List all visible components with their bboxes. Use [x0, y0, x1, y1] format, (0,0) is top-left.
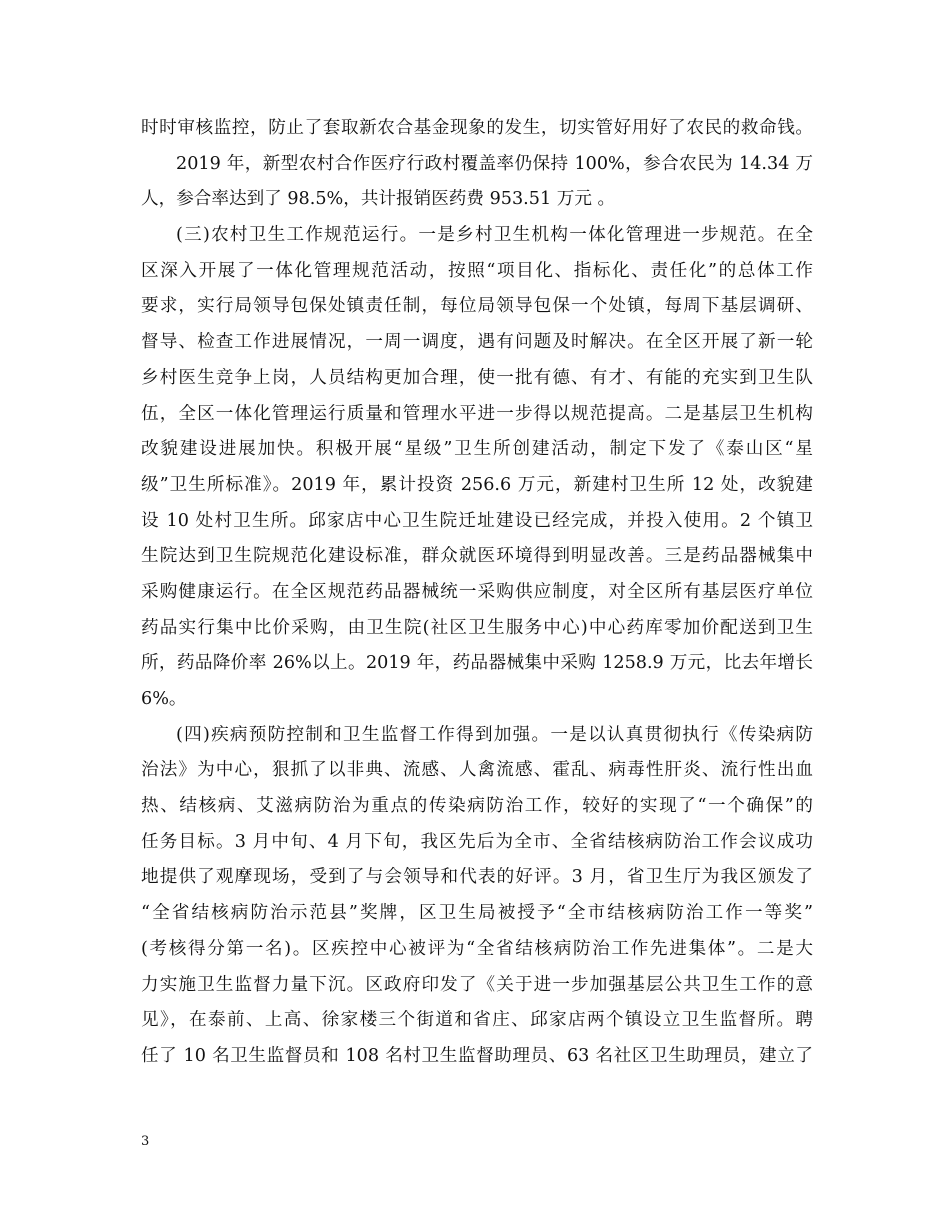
- text-line: 时时审核监控，防止了套取新农合基金现象的发生，切实管好用好了农民的救命钱。: [141, 118, 813, 138]
- text-line: 见》，在泰前、上高、徐家楼三个街道和省庄、邱家店两个镇设立卫生监督所。聘: [141, 1010, 813, 1031]
- text-line: 人，参合率达到了 98.5%，共计报销医药费 953.51 万元 。: [141, 189, 616, 210]
- text-line: 乡村医生竞争上岗，人员结构更加合理，使一批有德、有才、有能的充实到卫生队: [141, 367, 813, 388]
- text-line: (考核得分第一名)。区疾控中心被评为“全省结核病防治工作先进集体”。二是大: [141, 938, 813, 959]
- text-line: 热、结核病、艾滋病防治为重点的传染病防治工作，较好的实现了“一个确保”的: [141, 796, 813, 817]
- text-line: 采购健康运行。在全区规范药品器械统一采购供应制度，对全区所有基层医疗单位: [141, 581, 813, 602]
- text-line: 地提供了观摩现场，受到了与会领导和代表的好评。3 月，省卫生厅为我区颁发了: [141, 867, 813, 888]
- text-line: 要求，实行局领导包保处镇责任制，每位局领导包保一个处镇，每周下基层调研、: [141, 296, 813, 317]
- text-line: 督导、检查工作进展情况，一周一调度，遇有问题及时解决。在全区开展了新一轮: [141, 332, 813, 353]
- body-text: [141, 111, 813, 1075]
- text-line: 治法》为中心，狠抓了以非典、流感、人禽流感、霍乱、病毒性肝炎、流行性出血: [141, 760, 813, 781]
- text-line: “全省结核病防治示范县”奖牌，区卫生局被授予“全市结核病防治工作一等奖”: [141, 903, 813, 924]
- page-number: 3: [141, 1134, 150, 1149]
- text-line: 2019 年，新型农村合作医疗行政村覆盖率仍保持 100%，参合农民为 14.34 万: [176, 153, 813, 174]
- text-line: 生院达到卫生院规范化建设标准，群众就医环境得到明显改善。三是药品器械集中: [141, 546, 813, 567]
- text-line: 药品实行集中比价采购，由卫生院(社区卫生服务中心)中心药库零加价配送到卫生: [141, 617, 813, 638]
- text-line: 力实施卫生监督力量下沉。区政府印发了《关于进一步加强基层公共卫生工作的意: [141, 974, 813, 995]
- text-line: 6%。: [141, 689, 187, 709]
- text-line: 级”卫生所标准》。2019 年，累计投资 256.6 万元，新建村卫生所 12 处，改貌建: [141, 474, 813, 495]
- text-line: 任了 10 名卫生监督员和 108 名村卫生监督助理员、63 名社区卫生助理员，建立了: [141, 1045, 813, 1066]
- text-line: 伍，全区一体化管理运行质量和管理水平进一步得以规范提高。二是基层卫生机构: [141, 403, 813, 424]
- text-line: 所，药品降价率 26%以上。2019 年，药品器械集中采购 1258.9 万元，比去年增长: [141, 653, 813, 674]
- text-line: 改貌建设进展加快。积极开展“星级”卫生所创建活动，制定下发了《泰山区“星: [141, 439, 813, 460]
- text-line: (四)疾病预防控制和卫生监督工作得到加强。一是以认真贯彻执行《传染病防: [176, 724, 813, 745]
- text-line: (三)农村卫生工作规范运行。一是乡村卫生机构一体化管理进一步规范。在全: [176, 225, 813, 246]
- text-line: 任务目标。3 月中旬、4 月下旬，我区先后为全市、全省结核病防治工作会议成功: [141, 831, 813, 852]
- text-line: 区深入开展了一体化管理规范活动，按照“项目化、指标化、责任化”的总体工作: [141, 260, 813, 281]
- text-line: 设 10 处村卫生所。邱家店中心卫生院迁址建设已经完成，并投入使用。2 个镇卫: [141, 510, 813, 531]
